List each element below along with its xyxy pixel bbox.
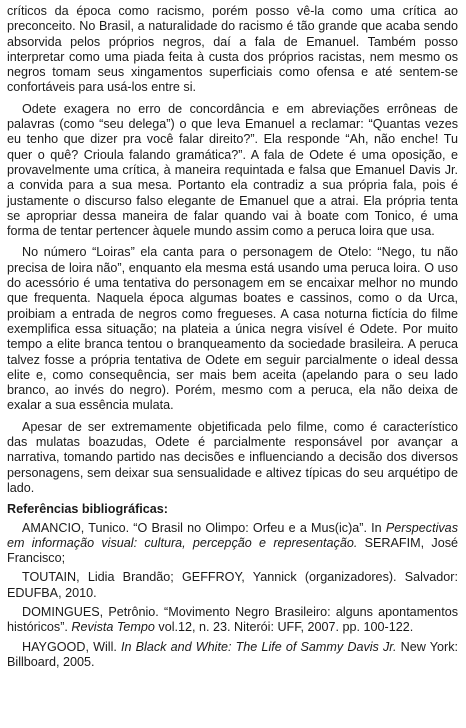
paragraph-1: críticos da época como racismo, porém posso vê-la como uma crítica ao preconceito. No Brasil, a naturalidade do racismo é tão grande que acaba sendo absorvida pelos próprios negros, daí a fala de Emanuel. Também posso interpretar como uma piada feita à custa dos próprios racistas, nem mesmo os negros tomam seus xingamentos superficiais como ofensa e até sentem-se confortáveis para usá-los entre si. <box>7 4 458 95</box>
reference-text: DOMINGUES, Petrônio. “Movimento Negro Brasileiro: alguns apontamentos históricos”. <box>7 604 458 635</box>
reference-item <box>7 521 458 567</box>
paragraph-2: Odete exagera no erro de concordância e em abreviações errôneas de palavras (como “seu delega”) o que leva Emanuel a reclamar: “Quantas vezes eu tenho que dizer pra você falar direito?”. Ela responde “Ah, não enche! Tu quer o quê? Crioula falando gramática?”. A fala de Odete é uma oposição, e provavelmente uma crítica, à maneira requintada e falsa que Emanuel Davis Jr. a convida para a sua mesa. Portanto ela contradiz a sua própria fala, pois é justamente o discurso falso elegante de Emanuel que a atrai. Ela própria tenta se apropriar dessa maneira de falar quando vai à boate com Tonico, é uma forma de tentar pertencer àquele mundo assim como a peruca loira que usa. <box>7 101 458 239</box>
references-heading: Referências bibliográficas: <box>7 502 168 517</box>
reference-item <box>7 640 458 671</box>
reference-title: In Black and White: The Life of Sammy Davis Jr. <box>121 639 397 654</box>
reference-text: vol.12, n. 23. Niterói: UFF, 2007. pp. 100-122. <box>154 620 414 635</box>
reference-item <box>7 605 458 636</box>
reference-text: New York: Billboard, 2005. <box>7 639 459 669</box>
reference-text: HAYGOOD, Will. <box>22 639 122 654</box>
reference-title: Perspectivas em informação visual: cultura, percepção e representação. <box>7 520 458 550</box>
reference-text: SERAFIM, José Francisco; <box>7 535 458 566</box>
paragraph-4: Apesar de ser extremamente objetificada pelo filme, como é característico das mulatas boazudas, Odete é parcialmente responsável por avançar a narrativa, tomando partido nas decisões e influenciando a decisão dos diversos personagens, sem deixar sua sensualidade e altivez típicas do seu arquétipo de lado. <box>7 419 458 495</box>
reference-item <box>7 570 458 601</box>
reference-text: TOUTAIN, Lidia Brandão; GEFFROY, Yannick (organizadores). Salvador: EDUFBA, 2010. <box>7 570 458 600</box>
reference-text: AMANCIO, Tunico. “O Brasil no Olimpo: Orfeu e a Mus(ic)a”. In <box>22 520 386 535</box>
reference-title: Revista Tempo <box>71 620 155 635</box>
paragraph-3: No número “Loiras” ela canta para o personagem de Otelo: “Nego, tu não precisa de loira não”, enquanto ela mesma está usando uma peruca loira. O uso do acessório é uma tentativa do personagem em se encaixar melhor no mundo que frequenta. Naquela época algumas boates e cassinos, como o da Urca, proibiam a entrada de negros como fregueses. A casa noturna fictícia do filme exemplifica essa situação; na plateia a única negra visível é Odete. Por muito tempo a elite branca tentou o branqueamento da sociedade brasileira. A peruca talvez fosse a própria tentativa de Odete em seguir parcialmente o ideal dessa elite e, como consequência, ser mais bem aceita (apelando para o seu lado branco, ao invés do negro). Porém, mesmo com a peruca, ela não deixa de exalar a sua essência mulata. <box>7 245 458 413</box>
